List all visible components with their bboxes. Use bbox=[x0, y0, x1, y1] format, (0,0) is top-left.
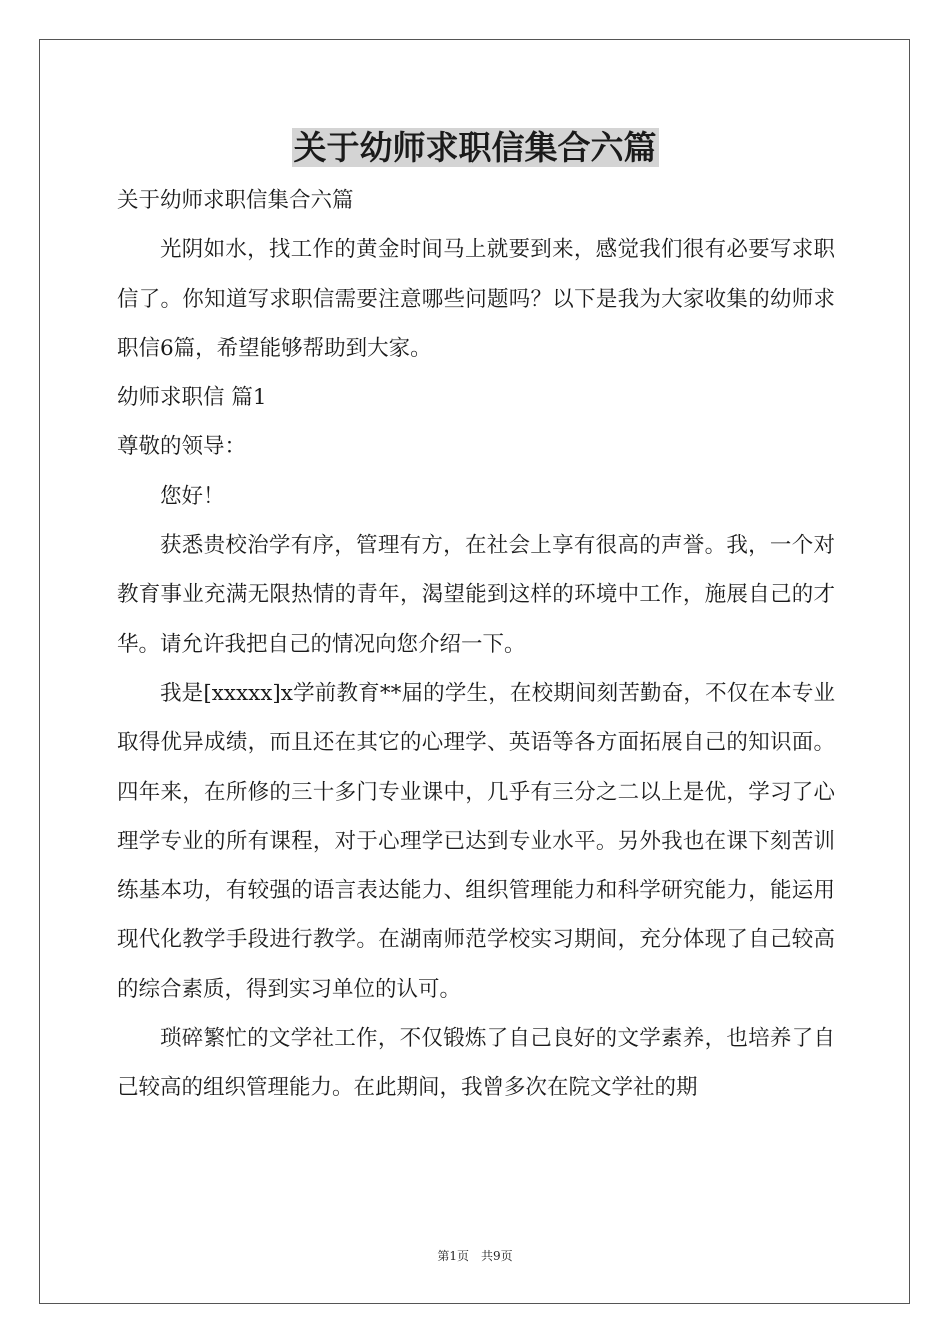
subtitle-line: 关于幼师求职信集合六篇 bbox=[117, 188, 354, 213]
document-title bbox=[0, 126, 950, 170]
greeting: 您好！ bbox=[160, 483, 225, 509]
body-paragraph: 我是[xxxxx]x学前教育**届的学生，在校期间刻苦勤奋，不仅在本专业取得优异成绩，而且还在其它的心理学、英语等各方面拓展自己的知识面。四年来，在所修的三十多门专业课中，几乎有三分之二以上是优，学习了心理学专业的所有课程，对于心理学已达到专业水平。另外我也在课下刻苦训练基本功，有较强的语言表达能力、组织管理能力和科学研究能力，能运用现代化教学手段进行教学。在湖南师范学校实习期间，充分体现了自己较高的综合素质，得到实习单位的认可。 bbox=[117, 680, 835, 1002]
page-footer bbox=[0, 1248, 950, 1264]
page-total: 共9页 bbox=[481, 1249, 513, 1263]
salutation: 尊敬的领导： bbox=[117, 434, 247, 460]
intro-paragraph: 光阴如水，找工作的黄金时间马上就要到来，感觉我们很有必要写求职信了。你知道写求职信需要注意哪些问题吗？以下是我为大家收集的幼师求职信6篇，希望能够帮助到大家。 bbox=[117, 237, 835, 361]
body-paragraph: 获悉贵校治学有序，管理有方，在社会上享有很高的声誉。我，一个对教育事业充满无限热情的青年，渴望能到这样的环境中工作，施展自己的才华。请允许我把自己的情况向您介绍一下。 bbox=[117, 533, 835, 657]
page-number: 第1页 bbox=[437, 1249, 469, 1263]
document-title-text: 关于幼师求职信集合六篇 bbox=[293, 128, 657, 167]
document-body bbox=[117, 176, 835, 1113]
section-heading: 幼师求职信 篇1 bbox=[117, 385, 267, 411]
body-paragraph: 琐碎繁忙的文学社工作，不仅锻炼了自己良好的文学素养，也培养了自己较高的组织管理能力。在此期间，我曾多次在院文学社的期 bbox=[117, 1026, 835, 1101]
